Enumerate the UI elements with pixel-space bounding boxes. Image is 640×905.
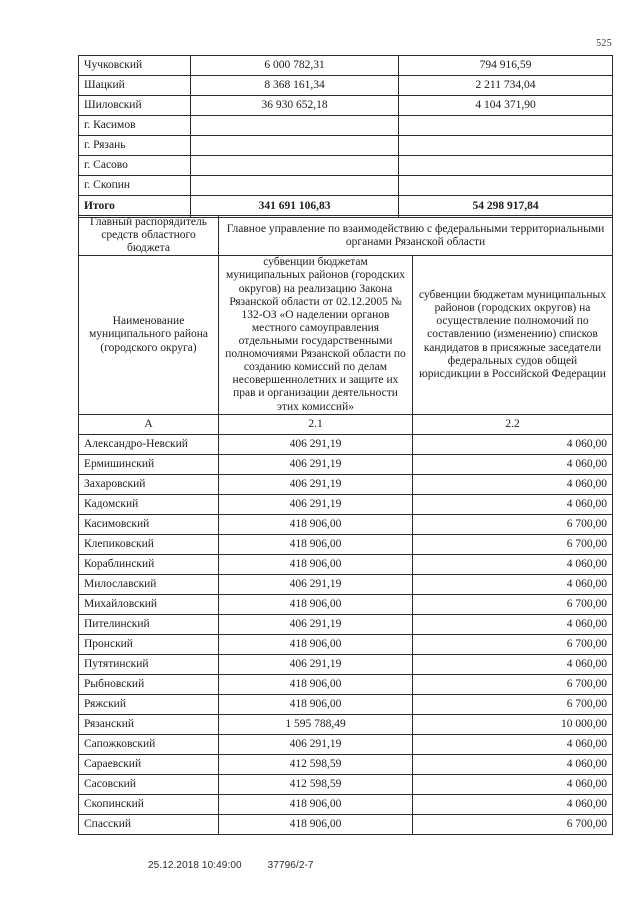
header-row-titles [79, 256, 613, 414]
table-row [79, 494, 613, 514]
subvention-jurors-cell: 6 700,00 [413, 594, 613, 614]
row-value-cell-1: 341 691 106,83 [191, 196, 399, 218]
row-value-cell-2: 4 104 371,90 [399, 96, 613, 116]
footer [148, 860, 314, 871]
row-value-cell-2 [399, 136, 613, 156]
row-name-cell: Шацкий [79, 76, 191, 96]
subvention-jurors-cell: 4 060,00 [413, 494, 613, 514]
row-value-cell-1 [191, 156, 399, 176]
row-name-cell: Шиловский [79, 96, 191, 116]
table-row [79, 554, 613, 574]
row-value-cell-2 [399, 156, 613, 176]
subvention-commissions-cell: 406 291,19 [219, 654, 413, 674]
table-row [79, 634, 613, 654]
municipality-name-cell: Скопинский [79, 794, 219, 814]
subventions-table-body [79, 434, 613, 834]
subvention-jurors-cell: 6 700,00 [413, 534, 613, 554]
municipality-name-cell: Александро-Невский [79, 434, 219, 454]
page-number: 525 [596, 38, 612, 49]
row-label-cell: Наименование муниципального района (городского округа) [79, 256, 219, 414]
municipality-name-cell: Михайловский [79, 594, 219, 614]
subvention-jurors-cell: 4 060,00 [413, 454, 613, 474]
table-row [79, 614, 613, 634]
subvention-jurors-cell: 4 060,00 [413, 654, 613, 674]
subvention-commissions-cell: 412 598,59 [219, 754, 413, 774]
subvention-commissions-cell: 418 906,00 [219, 694, 413, 714]
municipality-name-cell: Пронский [79, 634, 219, 654]
admin-label-cell: Главный распорядитель средств областного бюджета [79, 216, 219, 256]
subvention-commissions-cell: 418 906,00 [219, 674, 413, 694]
row-name-cell: Чучковский [79, 56, 191, 76]
row-name-cell: г. Сасово [79, 156, 191, 176]
table-row [79, 434, 613, 454]
subvention-jurors-cell: 6 700,00 [413, 674, 613, 694]
municipality-name-cell: Путятинский [79, 654, 219, 674]
subvention-commissions-cell: 406 291,19 [219, 494, 413, 514]
table-row [79, 136, 613, 156]
subvention-commissions-cell: 406 291,19 [219, 574, 413, 594]
row-value-cell-2 [399, 116, 613, 136]
municipality-name-cell: Ряжский [79, 694, 219, 714]
table-row [79, 76, 613, 96]
municipality-name-cell: Пителинский [79, 614, 219, 634]
row-value-cell-1: 36 930 652,18 [191, 96, 399, 116]
row-value-cell-1: 8 368 161,34 [191, 76, 399, 96]
header-row-indices [79, 414, 613, 434]
row-value-cell-1 [191, 176, 399, 196]
subvention-jurors-cell: 4 060,00 [413, 434, 613, 454]
subvention-commissions-cell: 418 906,00 [219, 794, 413, 814]
table-row [79, 654, 613, 674]
subvention-jurors-cell: 4 060,00 [413, 794, 613, 814]
subvention-commissions-cell: 418 906,00 [219, 634, 413, 654]
index-label-1: 2.1 [219, 414, 413, 434]
row-value-cell-1 [191, 136, 399, 156]
row-name-cell: г. Рязань [79, 136, 191, 156]
municipality-name-cell: Рыбновский [79, 674, 219, 694]
subvention-jurors-cell: 6 700,00 [413, 634, 613, 654]
subventions-table [78, 215, 613, 835]
subvention-jurors-cell: 6 700,00 [413, 694, 613, 714]
row-name-cell: Итого [79, 196, 191, 218]
subvention-jurors-cell: 4 060,00 [413, 754, 613, 774]
admin-value-cell: Главное управление по взаимодействию с федеральными территориальными органами Рязанской области [219, 216, 613, 256]
subvention-commissions-cell: 418 906,00 [219, 814, 413, 834]
subvention-jurors-cell: 6 700,00 [413, 814, 613, 834]
column-2-title-cell: субвенции бюджетам муниципальных районов (городских округов) на осуществление полномочий по составлению (изменению) списков кандидатов в присяжные заседатели федеральных судов общей юрисдикции в Российской Федерации [413, 256, 613, 414]
row-value-cell-1: 6 000 782,31 [191, 56, 399, 76]
table-row [79, 116, 613, 136]
subvention-commissions-cell: 406 291,19 [219, 434, 413, 454]
municipality-name-cell: Рязанский [79, 714, 219, 734]
subvention-jurors-cell: 10 000,00 [413, 714, 613, 734]
subvention-jurors-cell: 4 060,00 [413, 474, 613, 494]
subvention-commissions-cell: 418 906,00 [219, 534, 413, 554]
totals-table-body [79, 56, 613, 218]
subvention-commissions-cell: 418 906,00 [219, 554, 413, 574]
table-row [79, 774, 613, 794]
table-row [79, 694, 613, 714]
subvention-commissions-cell: 406 291,19 [219, 454, 413, 474]
column-1-title-cell: субвенции бюджетам муниципальных районов (городских округов) на реализацию Закона Рязанской области от 02.12.2005 № 132-ОЗ «О наделении органов местного самоуправления отдельными государственными полномочиями Рязанской области по созданию комиссий по делам несовершеннолетних и защите их прав и организации деятельности этих комиссий» [219, 256, 413, 414]
municipality-name-cell: Спасский [79, 814, 219, 834]
municipality-name-cell: Милославский [79, 574, 219, 594]
subvention-jurors-cell: 6 700,00 [413, 514, 613, 534]
subvention-commissions-cell: 418 906,00 [219, 514, 413, 534]
table-row [79, 794, 613, 814]
table-row [79, 56, 613, 76]
municipality-name-cell: Клепиковский [79, 534, 219, 554]
row-value-cell-2 [399, 176, 613, 196]
table-row [79, 714, 613, 734]
subvention-commissions-cell: 406 291,19 [219, 734, 413, 754]
subvention-jurors-cell: 4 060,00 [413, 774, 613, 794]
table-row [79, 594, 613, 614]
municipality-name-cell: Касимовский [79, 514, 219, 534]
table-row [79, 574, 613, 594]
row-value-cell-1 [191, 116, 399, 136]
table-row [79, 814, 613, 834]
index-label-2: 2.2 [413, 414, 613, 434]
table-row [79, 96, 613, 116]
municipality-name-cell: Сасовский [79, 774, 219, 794]
table-row [79, 474, 613, 494]
municipality-name-cell: Сапожковский [79, 734, 219, 754]
municipality-name-cell: Ермишинский [79, 454, 219, 474]
subvention-jurors-cell: 4 060,00 [413, 734, 613, 754]
municipality-name-cell: Сараевский [79, 754, 219, 774]
table-row [79, 674, 613, 694]
subvention-commissions-cell: 418 906,00 [219, 594, 413, 614]
municipality-name-cell: Кадомский [79, 494, 219, 514]
row-value-cell-2: 54 298 917,84 [399, 196, 613, 218]
table-row [79, 754, 613, 774]
subvention-commissions-cell: 406 291,19 [219, 474, 413, 494]
table-row [79, 454, 613, 474]
row-value-cell-2: 2 211 734,04 [399, 76, 613, 96]
totals-table [78, 55, 613, 218]
subvention-commissions-cell: 412 598,59 [219, 774, 413, 794]
table-row [79, 156, 613, 176]
municipality-name-cell: Кораблинский [79, 554, 219, 574]
index-label-a: А [79, 414, 219, 434]
row-value-cell-2: 794 916,59 [399, 56, 613, 76]
table-row [79, 176, 613, 196]
municipality-name-cell: Захаровский [79, 474, 219, 494]
row-name-cell: г. Скопин [79, 176, 191, 196]
table-row [79, 534, 613, 554]
table-row [79, 734, 613, 754]
subvention-jurors-cell: 4 060,00 [413, 574, 613, 594]
row-name-cell: г. Касимов [79, 116, 191, 136]
subvention-commissions-cell: 1 595 788,49 [219, 714, 413, 734]
subvention-jurors-cell: 4 060,00 [413, 614, 613, 634]
footer-doc-code: 37796/2-7 [267, 860, 314, 871]
table-row [79, 514, 613, 534]
header-row-admin [79, 216, 613, 256]
subvention-commissions-cell: 406 291,19 [219, 614, 413, 634]
subvention-jurors-cell: 4 060,00 [413, 554, 613, 574]
footer-timestamp: 25.12.2018 10:49:00 [148, 860, 242, 871]
